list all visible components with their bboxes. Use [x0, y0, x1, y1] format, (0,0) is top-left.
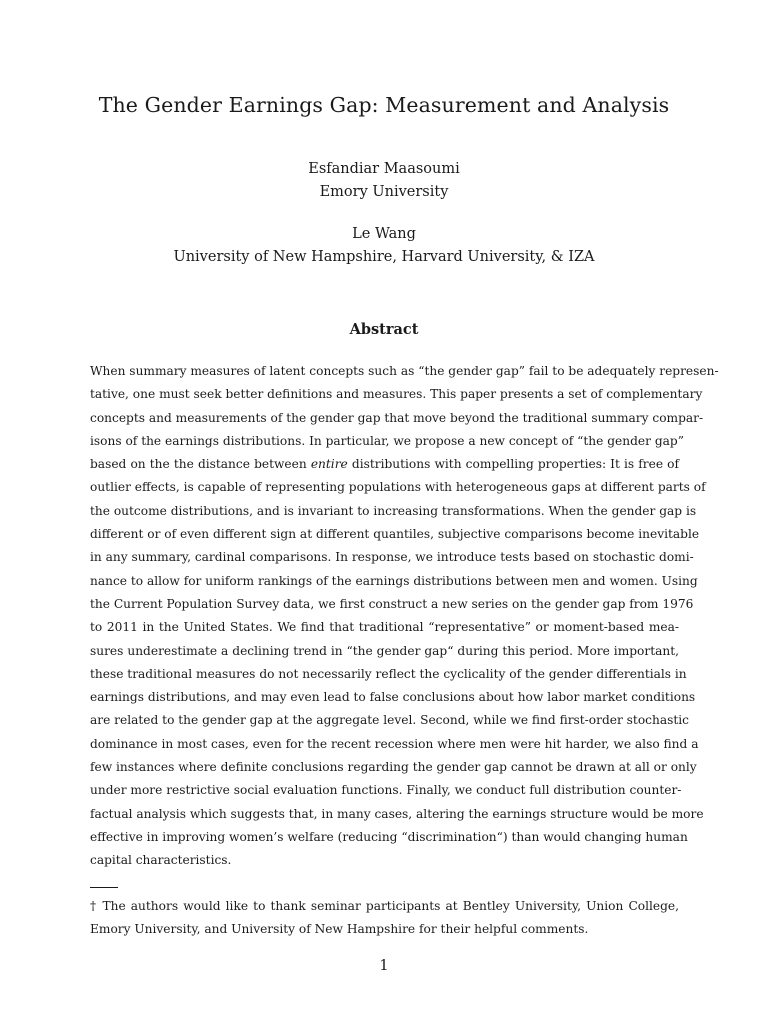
author-name: Esfandiar Maasoumi — [308, 161, 460, 177]
abstract-line: isons of the earnings distributions. In particular, we propose a new concept of “the gender gap” — [90, 433, 684, 448]
footnote-rule — [90, 887, 118, 888]
author-block-1 — [0, 158, 768, 204]
abstract-line: sures underestimate a declining trend in “the gender gap“ during this period. More important, — [90, 643, 679, 658]
abstract-line: different or of even different sign at different quantiles, subjective comparisons become inevitable — [90, 527, 700, 542]
abstract-body — [90, 360, 719, 873]
abstract-line: earnings distributions, and may even lead to false conclusions about how labor market conditions — [90, 690, 696, 705]
abstract-line: nance to allow for uniform rankings of the earnings distributions between men and women. Using — [90, 573, 698, 588]
footnote-line: Emory University, and University of New Hampshire for their helpful comments. — [90, 922, 589, 937]
abstract-line: under more restrictive social evaluation functions. Finally, we conduct full distribution counter- — [90, 783, 682, 798]
abstract-line: few instances where definite conclusions regarding the gender gap cannot be drawn at all or only — [90, 760, 697, 775]
abstract-line: tative, one must seek better definitions and measures. This paper presents a set of complementary — [90, 387, 703, 402]
abstract-line-with-emphasis — [90, 453, 679, 476]
abstract-line: outlier effects, is capable of representing populations with heterogeneous gaps at different parts of — [90, 480, 706, 495]
abstract-line: When summary measures of latent concepts such as “the gender gap” fail to be adequately represen- — [90, 364, 719, 378]
abstract-line: capital characteristics. — [90, 853, 232, 868]
abstract-line: concepts and measurements of the gender gap that move beyond the traditional summary compar- — [90, 410, 704, 425]
author-name: Le Wang — [352, 226, 416, 242]
abstract-line: the Current Population Survey data, we first construct a new series on the gender gap from 1976 — [90, 596, 694, 611]
abstract-line: the outcome distributions, and is invariant to increasing transformations. When the gender gap is — [90, 503, 697, 518]
abstract-line: dominance in most cases, even for the recent recession where men were hit harder, we also find a — [90, 736, 699, 751]
footnote — [90, 895, 679, 942]
abstract-line: effective in improving women’s welfare (reducing “discrimination“) than would changing human — [90, 829, 688, 844]
abstract-heading: Abstract — [349, 321, 419, 338]
author-affiliation: University of New Hampshire, Harvard University, & IZA — [173, 249, 595, 265]
abstract-line: are related to the gender gap at the aggregate level. Second, while we find first-order stochastic — [90, 713, 689, 728]
abstract-line-prefix: based on the the distance between — [90, 457, 307, 472]
page-number: 1 — [379, 958, 389, 974]
abstract-line: to 2011 in the United States. We find that traditional “representative” or moment-based mea- — [90, 620, 679, 635]
abstract-line: in any summary, cardinal comparisons. In response, we introduce tests based on stochastic domi- — [90, 550, 694, 565]
paper-title: The Gender Earnings Gap: Measurement and Analysis — [98, 93, 670, 117]
footnote-line: † The authors would like to thank seminar participants at Bentley University, Union College, — [90, 899, 679, 913]
abstract-line-suffix: distributions with compelling properties: It is free of — [351, 457, 680, 472]
emphasis-word: entire — [310, 457, 348, 472]
abstract-line: factual analysis which suggests that, in many cases, altering the earnings structure would be more — [90, 806, 704, 821]
author-affiliation: Emory University — [319, 184, 449, 200]
author-block-2 — [0, 223, 768, 269]
abstract-line: these traditional measures do not necessarily reflect the cyclicality of the gender differentials in — [90, 666, 687, 681]
